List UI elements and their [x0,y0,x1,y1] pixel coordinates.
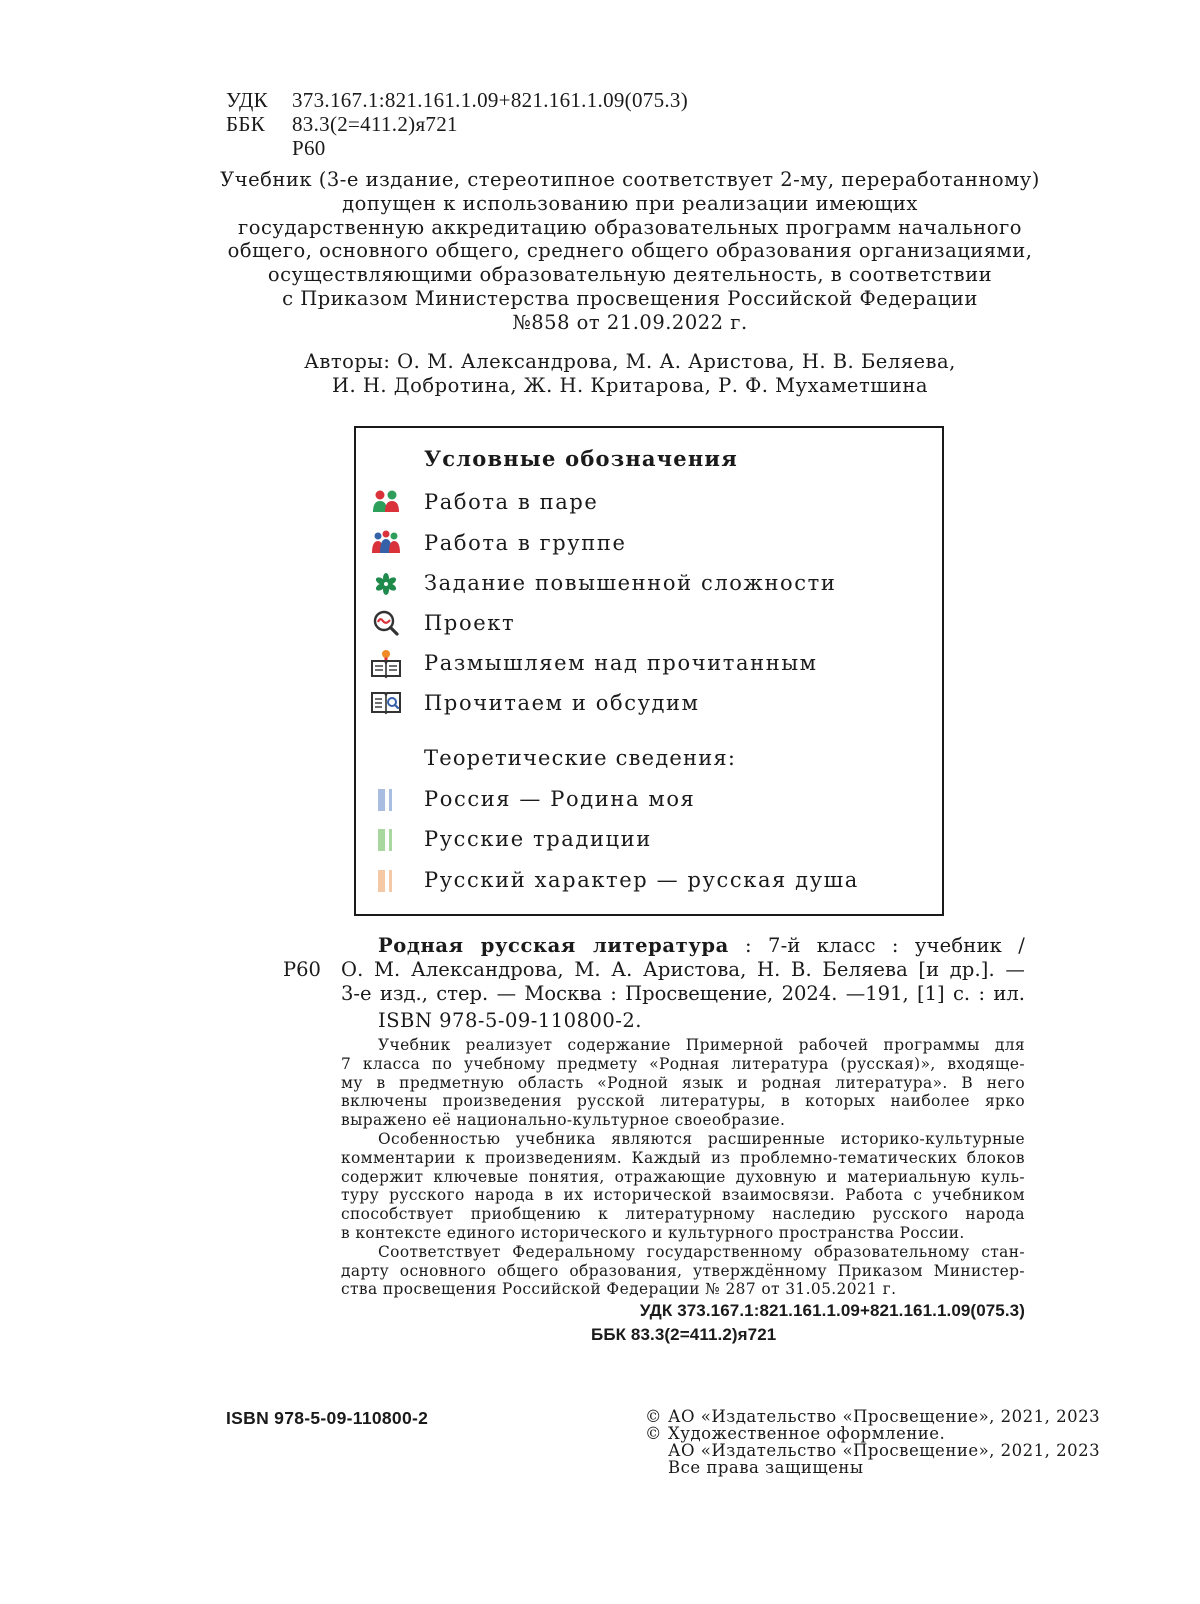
annotation [341,1036,1025,1299]
annotation-line: выражено её национально-культурное своеобразие. [341,1111,786,1130]
copyright-line: АО «Издательство «Просвещение», 2021, 2023 [668,1407,1101,1426]
legend-item-reflect [356,649,942,679]
legend-item-label: Задание повышенной сложности [424,571,837,595]
book-title: Родная русская литература [378,934,729,957]
authors-line: Авторы: О. М. Александрова, М. А. Аристова, Н. В. Беляева, [304,350,956,373]
annotation-line: способствует приобщению к литературному наследию русского народа [341,1205,1025,1224]
bbk-label: ББК [226,112,266,136]
footer-isbn: ISBN 978-5-09-110800-2 [226,1408,429,1428]
copyright-line: АО «Издательство «Просвещение», 2021, 2023 [668,1441,1101,1460]
udk-label: УДК [226,88,268,112]
theory-item-label: Русские традиции [424,827,652,851]
book-title-rest: : 7-й класс : учебник / [745,934,1025,957]
annotation-line: Учебник реализует содержание Примерной рабочей программы для [378,1036,1025,1054]
udk-bottom: УДК 373.167.1:821.161.1.09+821.161.1.09(075.3) [639,1301,1025,1320]
legend-title: Условные обозначения [424,446,738,471]
legend-item-project [356,609,942,639]
approval-line: допущен к использованию при реализации имеющих [342,191,918,215]
annotation-line: 7 класса по учебному предмету «Родная литература (русская)», входяще- [341,1054,1025,1073]
annotation-line: включены произведения русской литературы, в которых наиболее ярко [341,1092,1025,1111]
bib-isbn: ISBN 978-5-09-110800-2. [378,1009,642,1032]
bib-edition-line: 3-е изд., стер. — Москва : Просвещение, 2024. —191, [1] с. : ил. [341,982,1025,1005]
udk-code [226,88,688,113]
magnifier-icon [370,609,402,639]
copyright-symbol: © [645,1424,662,1443]
legend-item-label: Прочитаем и обсудим [424,691,700,715]
authors-line: И. Н. Добротина, Ж. Н. Критарова, Р. Ф. Мухаметшина [332,374,928,397]
group-work-icon [370,529,402,559]
legend-item-group-work [356,529,942,559]
annotation-line: туру русского народа в их исторической взаимосвязи. Работа с учебником [341,1186,1025,1205]
book-lightbulb-icon [370,649,402,679]
legend-box [354,426,944,916]
bbk-value: 83.3(2=411.2)я721 [292,112,458,136]
annotation-line: дарту основного общего образования, утверждённому Приказом Министер- [341,1261,1025,1280]
annotation-line: му в предметную область «Родной язык и родная литература». В него [341,1073,1025,1092]
approval-statement [200,168,1060,335]
book-magnifier-icon [370,689,402,719]
legend-item-label: Размышляем над прочитанным [424,651,818,675]
annotation-line: содержит ключевые понятия, отражающие духовную и материальную куль- [341,1167,1025,1186]
theory-item-character [356,866,942,896]
theory-item-russia [356,785,942,815]
approval-line: государственную аккредитацию образовательных программ начального [237,215,1023,239]
blue-bar-icon [378,789,398,811]
bib-title-line [341,934,1025,958]
legend-item-label: Работа в группе [424,531,627,555]
approval-line: Учебник (3-е издание, стереотипное соответствует 2-му, переработанному) [220,168,1040,191]
pair-work-icon [370,488,402,518]
orange-bar-icon [378,870,398,892]
asterisk-icon [370,569,402,599]
green-bar-icon [378,829,398,851]
theory-title: Теоретические сведения: [424,746,737,770]
legend-item-hard-task [356,569,942,599]
authors [200,350,1060,398]
udk-value: 373.167.1:821.161.1.09+821.161.1.09(075.3) [292,88,689,112]
approval-line: осуществляющими образовательную деятельность, в соответствии [267,263,993,287]
author-mark-value: Р60 [292,136,326,160]
annotation-line: ства просвещения Российской Федерации № 287 от 31.05.2021 г. [341,1280,897,1299]
approval-line: №858 от 21.09.2022 г. [512,310,748,334]
bib-authors-line: О. М. Александрова, М. А. Аристова, Н. В. Беляева [и др.]. — [341,958,1025,981]
copyright-line: Художественное оформление. [668,1424,946,1443]
bbk-code [226,112,458,137]
annotation-line: Особенностью учебника являются расширенные историко-культурные [378,1129,1025,1148]
legend-item-pair-work [356,488,942,518]
copyright-symbol: © [645,1407,662,1426]
rights-line: Все права защищены [668,1458,864,1477]
copyright-block [645,1408,1100,1476]
annotation-line: в контексте единого исторического и культурного пространства России. [341,1223,965,1242]
legend-item-label: Проект [424,611,516,635]
legend-item-label: Работа в паре [424,490,599,514]
legend-item-read-discuss [356,689,942,719]
approval-line: с Приказом Министерства просвещения Российской Федерации [282,286,978,310]
theory-item-label: Россия — Родина моя [424,787,696,811]
theory-item-label: Русский характер — русская душа [424,868,859,892]
annotation-line: комментарии к произведениям. Каждый из проблемно-тематических блоков [341,1148,1025,1167]
annotation-line: Соответствует Федеральному государственному образовательному стан- [378,1242,1025,1261]
author-mark [292,136,326,161]
bbk-bottom: ББК 83.3(2=411.2)я721 [591,1325,777,1344]
approval-line: общего, основного общего, среднего общего образования организациями, [227,239,1033,263]
theory-item-traditions [356,825,942,855]
bib-mark: Р60 [283,958,321,981]
